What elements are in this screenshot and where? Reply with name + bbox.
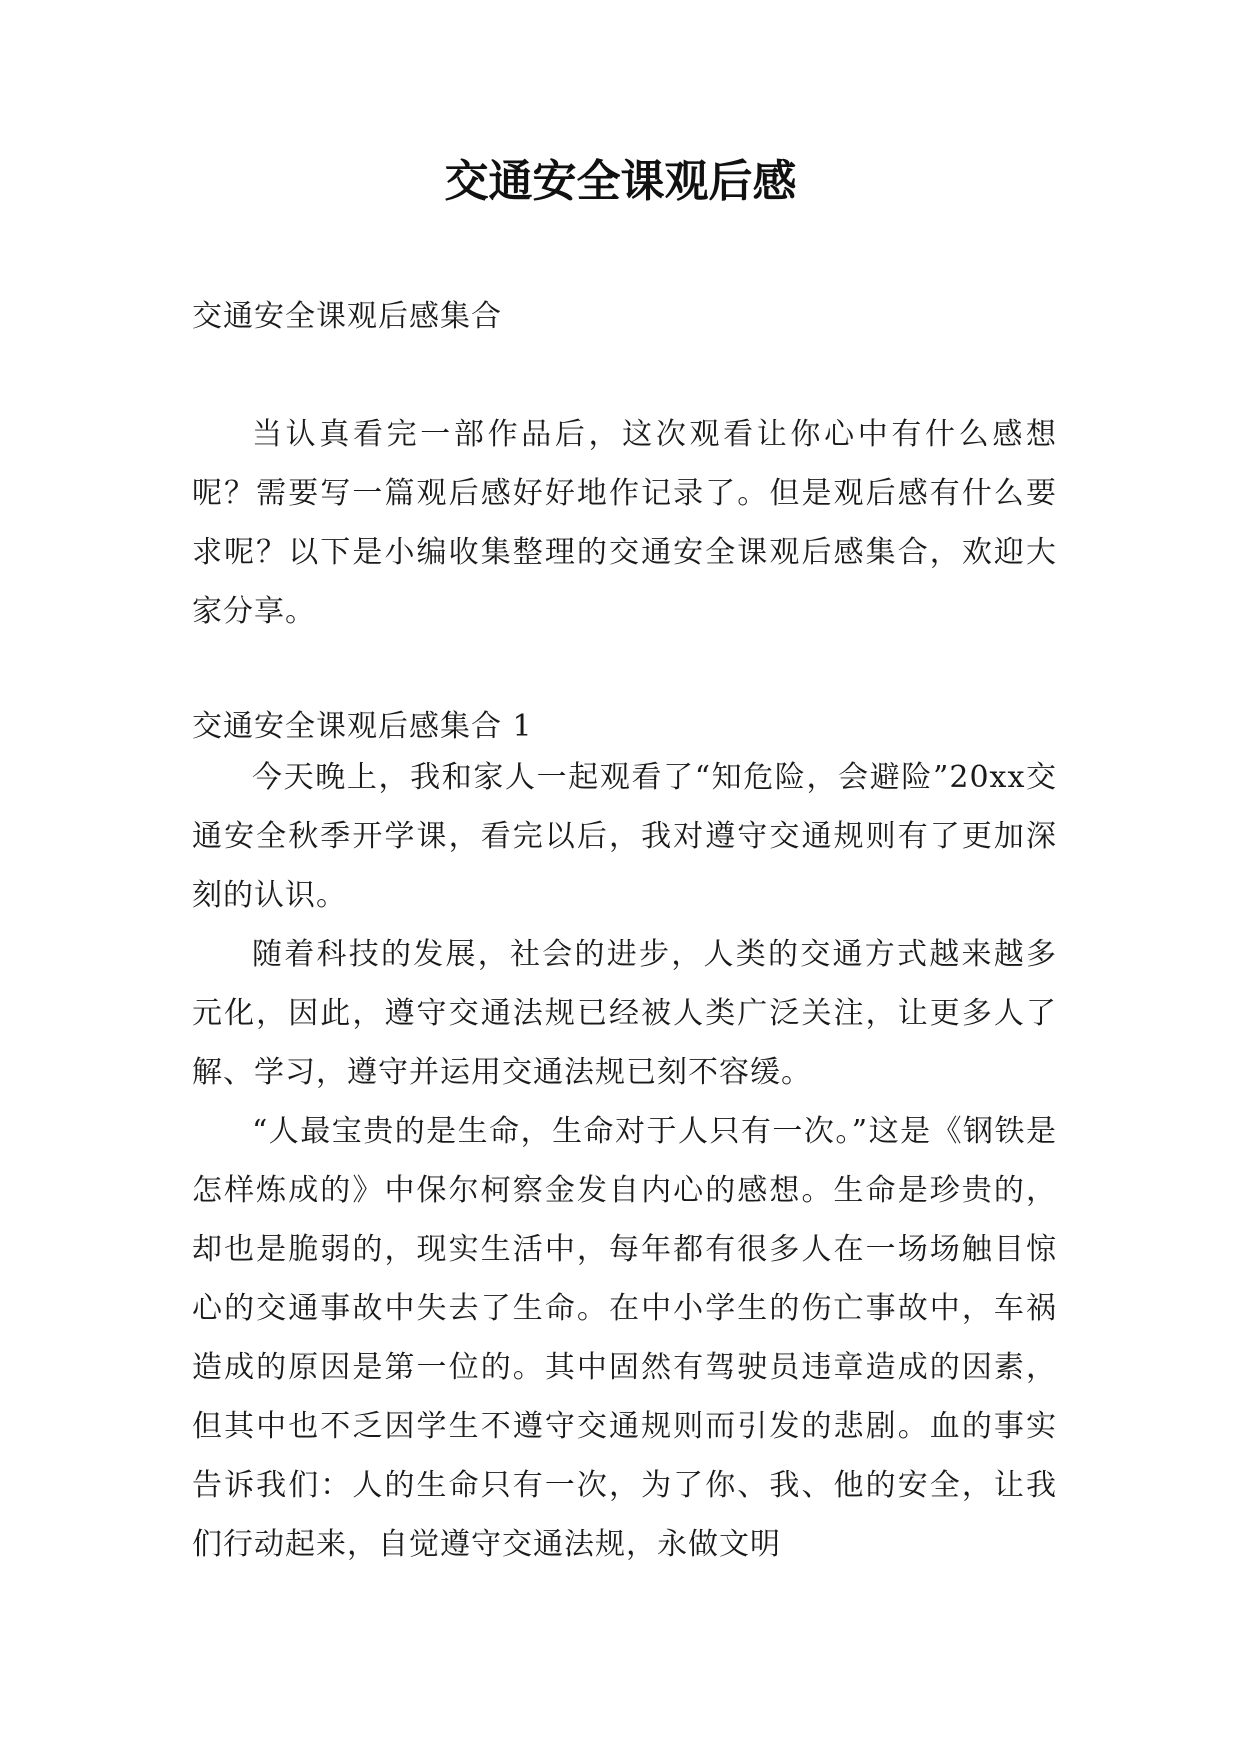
body-paragraph: 随着科技的发展，社会的进步，人类的交通方式越来越多元化，因此，遵守交通法规已经被人类广泛关注，让更多人了解、学习，遵守并运用交通法规已刻不容缓。 bbox=[192, 937, 1057, 1090]
body-paragraph: “人最宝贵的是生命，生命对于人只有一次。”这是《钢铁是怎样炼成的》中保尔柯察金发自内心的感想。生命是珍贵的，却也是脆弱的，现实生活中，每年都有很多人在一场场触目惊心的交通事故中失去了生命。在中小学生的伤亡事故中，车祸造成的原因是第一位的。其中固然有驾驶员违章造成的因素，但其中也不乏因学生不遵守交通规则而引发的悲剧。血的事实告诉我们：人的生命只有一次，为了你、我、他的安全，让我们行动起来，自觉遵守交通法规，永做文明 bbox=[192, 1114, 1057, 1562]
document-title: 交通安全课观后感 bbox=[444, 156, 797, 207]
section-heading: 交通安全课观后感集合 1 bbox=[192, 709, 533, 744]
intro-paragraph: 当认真看完一部作品后，这次观看让你心中有什么感想呢？需要写一篇观后感好好地作记录了。但是观后感有什么要求呢？以下是小编收集整理的交通安全课观后感集合，欢迎大家分享。 bbox=[192, 417, 1057, 629]
document-subtitle: 交通安全课观后感集合 bbox=[192, 299, 502, 334]
intro-block bbox=[192, 405, 1057, 641]
body-paragraphs bbox=[192, 748, 1057, 1574]
body-paragraph: 今天晚上，我和家人一起观看了“知危险，会避险”20xx交通安全秋季开学课，看完以后，我对遵守交通规则有了更加深刻的认识。 bbox=[192, 760, 1057, 913]
